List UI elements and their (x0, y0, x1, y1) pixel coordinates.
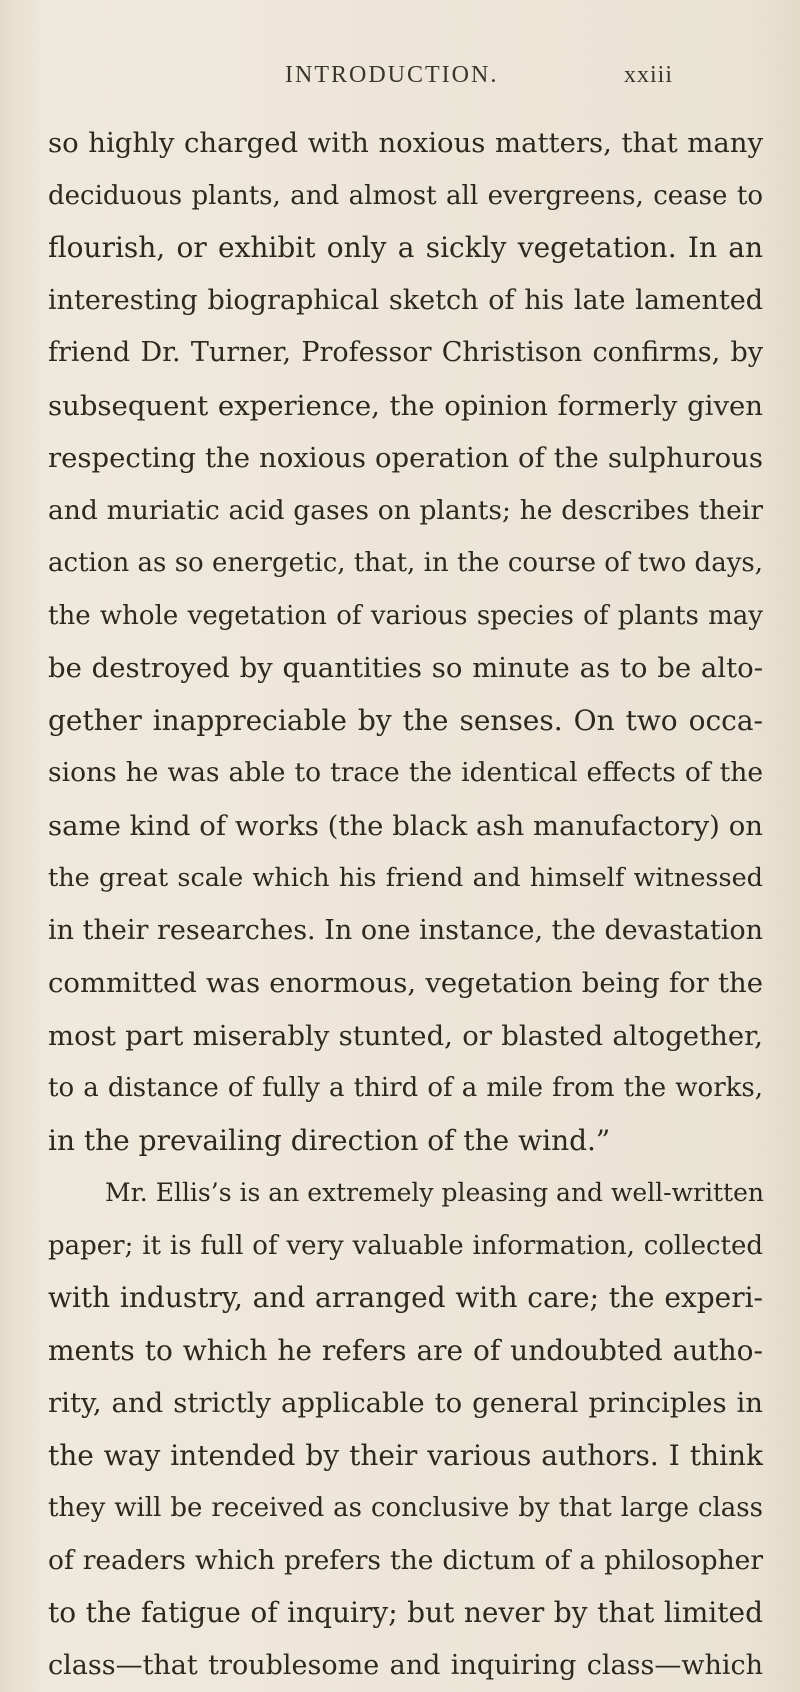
running-head (0, 62, 800, 102)
text-line: ments to which he refers are of undoubted autho- (48, 1325, 763, 1378)
paragraph (48, 1167, 763, 1692)
text-line: be destroyed by quantities so minute as to be alto- (48, 642, 763, 695)
text-line: action as so energetic, that, in the course of two days, (48, 537, 763, 590)
text-line: committed was enormous, vegetation being for the (48, 957, 763, 1010)
text-line: same kind of works (the black ash manufactory) on (48, 800, 763, 853)
text-line: to a distance of fully a third of a mile from the works, (48, 1062, 763, 1115)
text-line: the way intended by their various authors. I think (48, 1430, 763, 1483)
text-line: deciduous plants, and almost all evergreens, cease to (48, 170, 763, 223)
text-line: interesting biographical sketch of his late lamented (48, 275, 763, 328)
text-line: the great scale which his friend and himself witnessed (48, 852, 763, 905)
text-line: in their researches. In one instance, the devastation (48, 905, 763, 958)
text-line: most part miserably stunted, or blasted altogether, (48, 1010, 763, 1063)
text-line: flourish, or exhibit only a sickly vegetation. In an (48, 222, 763, 275)
text-line: rity, and strictly applicable to general principles in (48, 1377, 763, 1430)
text-line: respecting the noxious operation of the sulphurous (48, 432, 763, 485)
running-title: INTRODUCTION. (285, 62, 498, 89)
text-line: class—that troublesome and inquiring class—which (48, 1640, 763, 1692)
text-line: to the fatigue of inquiry; but never by that limited (48, 1587, 763, 1640)
text-line: sions he was able to trace the identical effects of the (48, 747, 763, 800)
text-line: in the prevailing direction of the wind.” (48, 1115, 763, 1168)
text-line: paper; it is full of very valuable information, collected (48, 1220, 763, 1273)
text-line: subsequent experience, the opinion formerly given (48, 380, 763, 433)
body-text (48, 117, 763, 1692)
text-line: they will be received as conclusive by that large class (48, 1482, 763, 1535)
text-line: with industry, and arranged with care; the experi- (48, 1272, 763, 1325)
paragraph (48, 117, 763, 1167)
text-line: Mr. Ellis’s is an extremely pleasing and well-written (48, 1167, 763, 1220)
text-line: friend Dr. Turner, Professor Christison confirms, by (48, 327, 763, 380)
text-line: so highly charged with noxious matters, that many (48, 117, 763, 170)
text-line: gether inappreciable by the senses. On two occa- (48, 695, 763, 748)
page-number: xxiii (624, 62, 673, 89)
text-line: of readers which prefers the dictum of a philosopher (48, 1535, 763, 1588)
text-line: the whole vegetation of various species of plants may (48, 590, 763, 643)
text-line: and muriatic acid gases on plants; he describes their (48, 485, 763, 538)
